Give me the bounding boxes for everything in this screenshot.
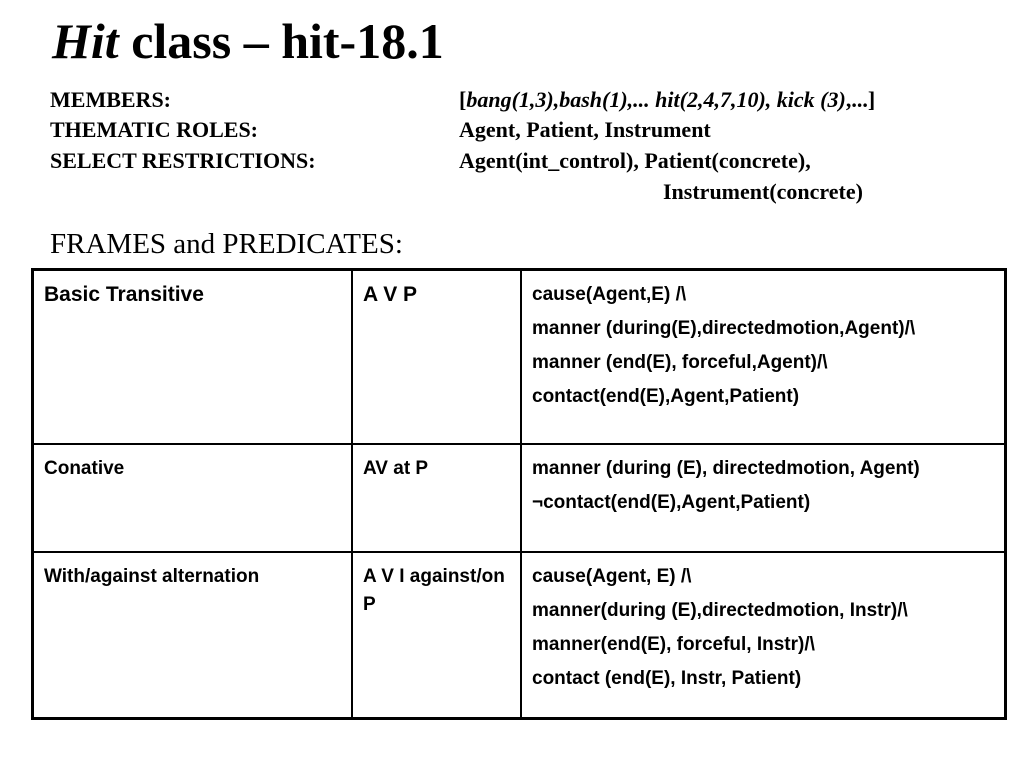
- frame-name: With/against alternation: [44, 566, 260, 587]
- select-restrictions-value-line2: Instrument(concrete): [663, 179, 863, 204]
- frames-heading: FRAMES and PREDICATES:: [50, 228, 403, 260]
- frame-syntax: AV at P: [363, 458, 429, 479]
- frame-name-cell: [33, 270, 353, 445]
- title-class-word: Hit: [52, 13, 119, 69]
- frame-predicates-cell: [521, 552, 1006, 719]
- select-restrictions-value-line1: Agent(int_control), Patient(concrete),: [459, 148, 811, 173]
- frame-predicates-cell: [521, 444, 1006, 552]
- page-title: [52, 12, 444, 70]
- predicate: manner (during (E), directedmotion, Agent): [532, 458, 920, 479]
- predicate: cause(Agent,E) /\: [532, 284, 687, 305]
- members-list: bang(1,3),bash(1),... hit(2,4,7,10), kick (3): [466, 87, 846, 112]
- frame-syntax-cell: [352, 552, 521, 719]
- members-open-bracket: [: [459, 87, 467, 112]
- select-restrictions-label: SELECT RESTRICTIONS:: [50, 148, 316, 173]
- frame-name-cell: [33, 444, 353, 552]
- predicate: manner(end(E), forceful, Instr)/\: [532, 634, 815, 655]
- frame-syntax-cell: [352, 444, 521, 552]
- members-value: [459, 87, 875, 113]
- frame-name-cell: [33, 552, 353, 719]
- thematic-roles-value: Agent, Patient, Instrument: [459, 117, 711, 142]
- predicate: ¬contact(end(E),Agent,Patient): [532, 492, 811, 513]
- frame-name: Conative: [44, 458, 125, 479]
- table-row: [33, 552, 1006, 719]
- predicate: manner (end(E), forceful,Agent)/\: [532, 352, 828, 373]
- members-close: ,...]: [845, 87, 876, 112]
- members-label: MEMBERS:: [50, 87, 171, 112]
- title-rest: class – hit-18.1: [118, 13, 444, 69]
- frame-name: Basic Transitive: [44, 283, 204, 306]
- predicate: contact (end(E), Instr, Patient): [532, 668, 802, 689]
- thematic-roles-label: THEMATIC ROLES:: [50, 117, 259, 142]
- table-row: [33, 270, 1006, 445]
- frame-syntax: A V P: [363, 283, 418, 306]
- frames-table: [31, 268, 1007, 720]
- table-row: [33, 444, 1006, 552]
- frame-syntax-cell: [352, 270, 521, 445]
- predicate: manner (during(E),directedmotion,Agent)/\: [532, 318, 916, 339]
- predicate: manner(during (E),directedmotion, Instr)/\: [532, 600, 908, 621]
- predicate: contact(end(E),Agent,Patient): [532, 386, 800, 407]
- predicate: cause(Agent, E) /\: [532, 566, 692, 587]
- frame-predicates-cell: [521, 270, 1006, 445]
- frame-syntax: A V I against/on P: [363, 566, 505, 615]
